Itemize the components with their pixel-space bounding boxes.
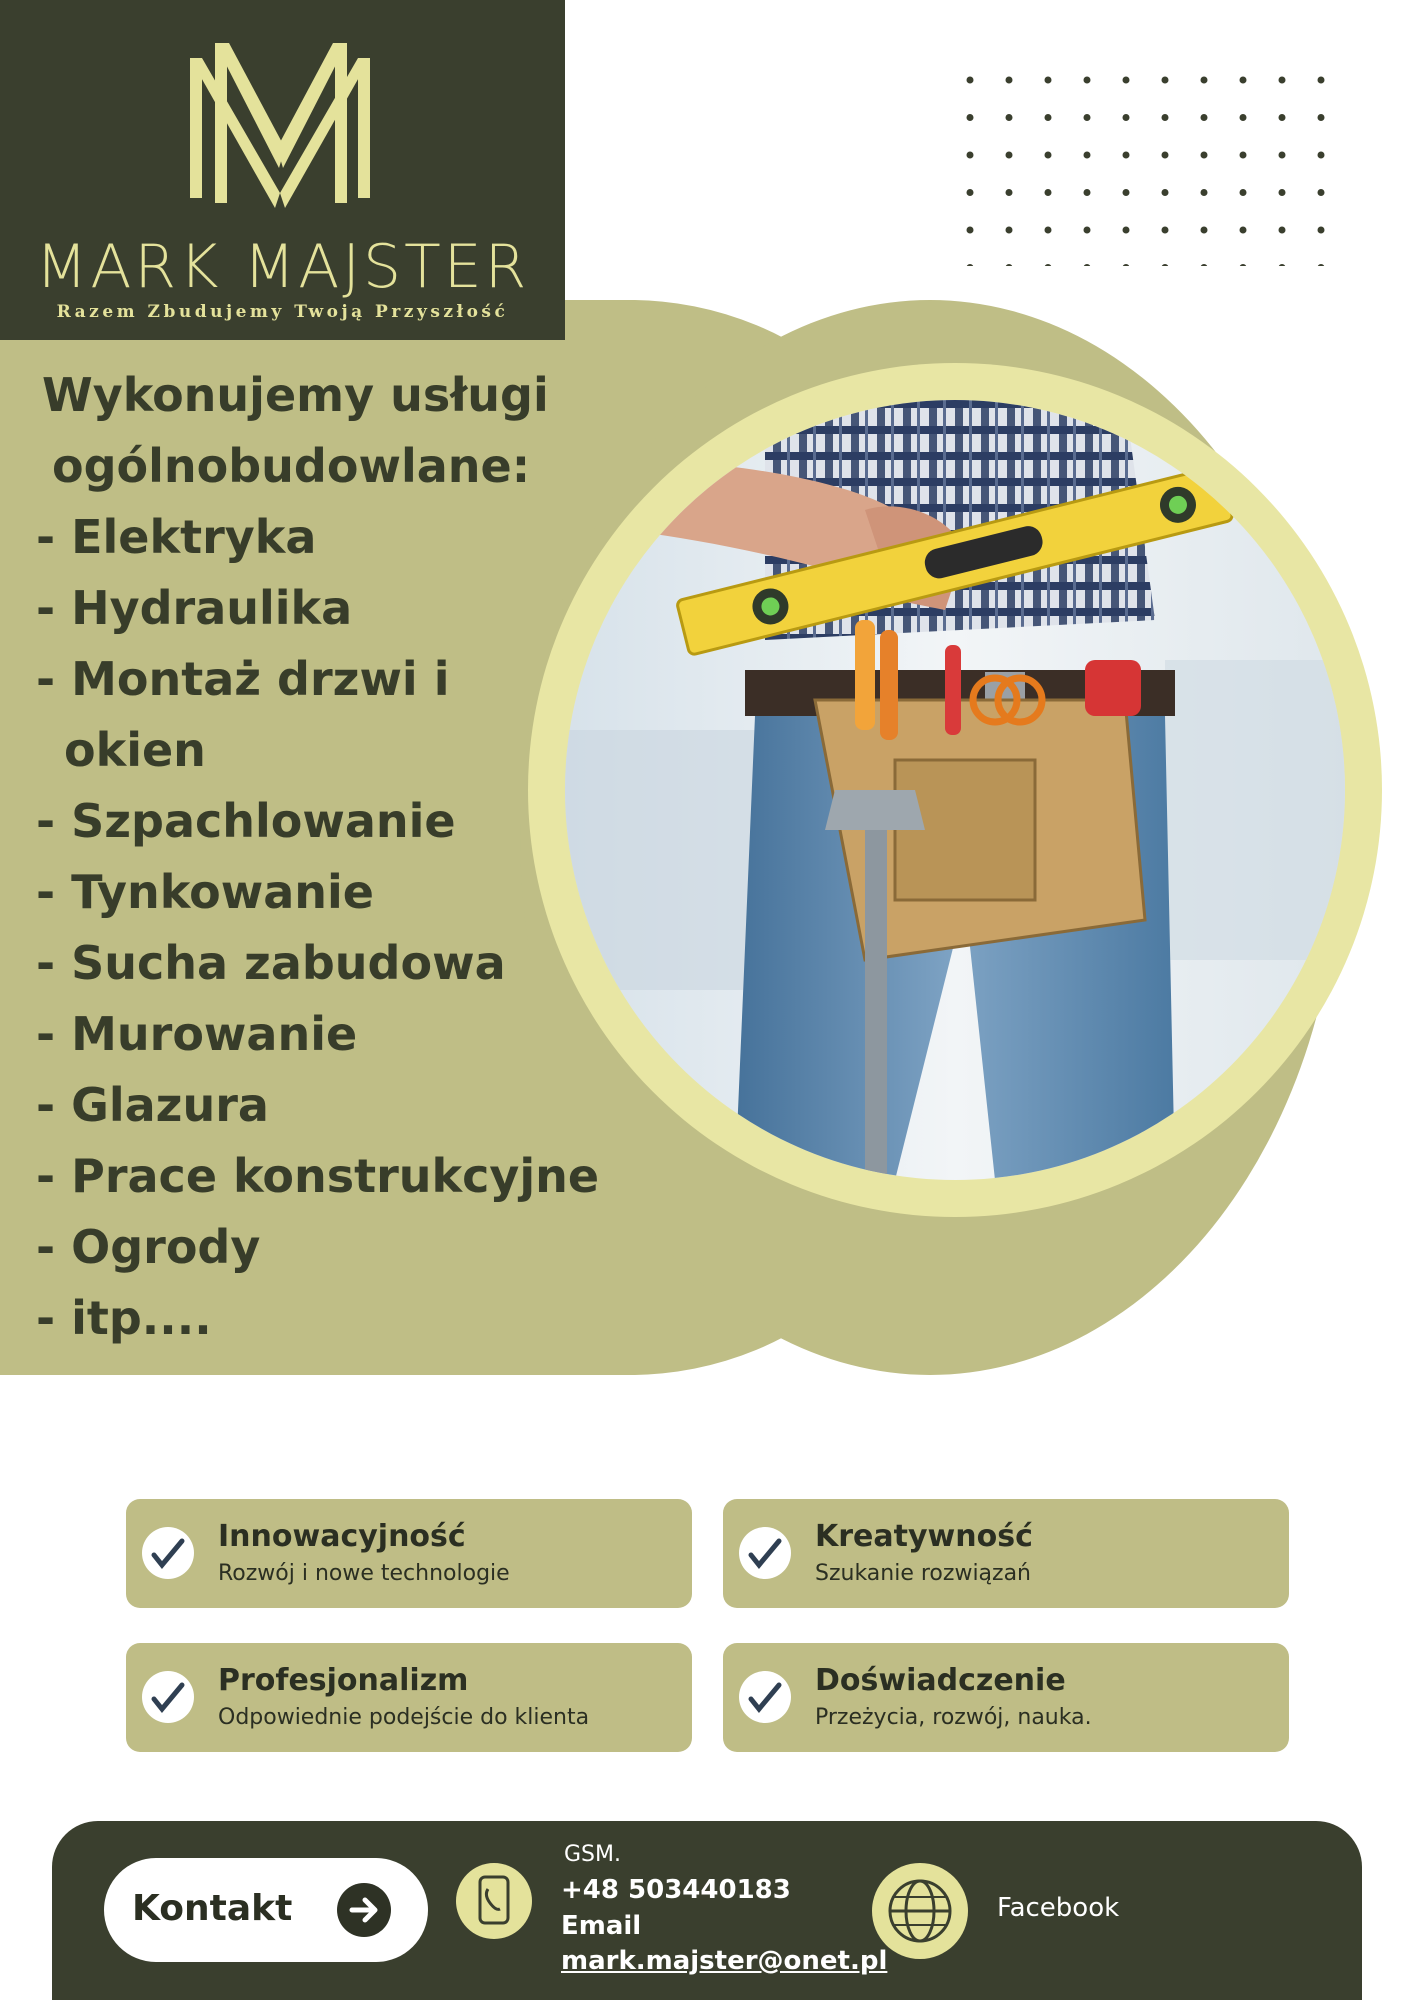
kontakt-button[interactable] xyxy=(104,1858,428,1962)
service-item: - Glazura xyxy=(36,1078,269,1132)
email-label: Email xyxy=(561,1911,642,1941)
email-link[interactable]: mark.majster@onet.pl xyxy=(561,1946,888,1976)
kontakt-label: Kontakt xyxy=(132,1888,293,1929)
brand-tagline: Razem Zbudujemy Twoją Przyszłość xyxy=(56,302,509,322)
value-subtitle: Odpowiednie podejście do klienta xyxy=(218,1705,590,1730)
decorative-dot xyxy=(1240,189,1247,196)
decorative-dot xyxy=(1162,227,1169,234)
value-title: Profesjonalizm xyxy=(218,1663,469,1698)
decorative-dot xyxy=(1123,152,1130,159)
value-card-innovation xyxy=(126,1499,692,1608)
decorative-dot xyxy=(1006,77,1013,84)
decorative-dot xyxy=(1240,227,1247,234)
decorative-dot xyxy=(1162,114,1169,121)
service-item: - Tynkowanie xyxy=(36,865,374,919)
decorative-dot xyxy=(1123,189,1130,196)
logo-block xyxy=(0,0,565,340)
decorative-dot xyxy=(1318,152,1325,159)
decorative-dot xyxy=(1162,264,1169,266)
decorative-dot xyxy=(1201,264,1208,266)
decorative-dot xyxy=(1045,114,1052,121)
decorative-dot xyxy=(1318,77,1325,84)
decorative-dot xyxy=(1201,77,1208,84)
service-item: - Sucha zabudowa xyxy=(36,936,506,990)
decorative-dot xyxy=(1318,189,1325,196)
services-heading-line2: ogólnobudowlane: xyxy=(52,439,531,493)
service-item: - Hydraulika xyxy=(36,581,353,635)
service-item: - Murowanie xyxy=(36,1007,358,1061)
decorative-dot xyxy=(1084,189,1091,196)
checkmark-icon xyxy=(142,1527,194,1579)
decorative-dot xyxy=(1201,227,1208,234)
decorative-dot xyxy=(1279,189,1286,196)
decorative-dot xyxy=(967,152,974,159)
value-subtitle: Szukanie rozwiązań xyxy=(815,1561,1032,1586)
decorative-dot xyxy=(1084,227,1091,234)
decorative-dot xyxy=(1006,152,1013,159)
services-list xyxy=(36,360,616,1354)
value-card-creativity xyxy=(723,1499,1289,1608)
decorative-dot xyxy=(1240,114,1247,121)
value-subtitle: Przeżycia, rozwój, nauka. xyxy=(815,1705,1092,1730)
checkmark-icon xyxy=(739,1527,791,1579)
decorative-dot xyxy=(1279,77,1286,84)
decorative-dot xyxy=(1045,189,1052,196)
decorative-dot xyxy=(1279,264,1286,266)
decorative-dot xyxy=(1279,152,1286,159)
decorative-dot xyxy=(1084,264,1091,266)
service-item: - Elektryka xyxy=(36,510,317,564)
decorative-dot xyxy=(967,227,974,234)
value-title: Innowacyjność xyxy=(218,1519,466,1554)
decorative-dot xyxy=(1279,227,1286,234)
decorative-dot xyxy=(1084,152,1091,159)
decorative-dot xyxy=(1045,264,1052,266)
decorative-dot xyxy=(1240,152,1247,159)
decorative-dot-grid xyxy=(966,76,1326,266)
decorative-dot xyxy=(1240,77,1247,84)
checkmark-icon xyxy=(739,1671,791,1723)
decorative-dot xyxy=(1123,114,1130,121)
decorative-dot xyxy=(1123,264,1130,266)
decorative-dot xyxy=(1162,152,1169,159)
service-item: - Prace konstrukcyjne xyxy=(36,1149,600,1203)
decorative-dot xyxy=(1006,227,1013,234)
decorative-dot xyxy=(1006,189,1013,196)
service-item: - Szpachlowanie xyxy=(36,794,456,848)
arrow-right-icon xyxy=(337,1883,391,1937)
decorative-dot xyxy=(1123,77,1130,84)
services-heading-line1: Wykonujemy usługi xyxy=(42,368,549,422)
checkmark-icon xyxy=(142,1671,194,1723)
decorative-dot xyxy=(1084,114,1091,121)
value-title: Kreatywność xyxy=(815,1519,1033,1554)
decorative-dot xyxy=(1201,114,1208,121)
phone-icon xyxy=(456,1863,532,1939)
contact-footer xyxy=(52,1821,1362,2000)
service-item-continuation: okien xyxy=(64,723,206,777)
decorative-dot xyxy=(967,264,974,266)
decorative-dot xyxy=(1045,77,1052,84)
service-item: - itp.... xyxy=(36,1291,212,1345)
decorative-dot xyxy=(967,114,974,121)
decorative-dot xyxy=(1318,227,1325,234)
decorative-dot xyxy=(1162,77,1169,84)
decorative-dot xyxy=(1318,114,1325,121)
service-item: - Ogrody xyxy=(36,1220,261,1274)
decorative-dot xyxy=(967,189,974,196)
decorative-dot xyxy=(967,77,974,84)
decorative-dot xyxy=(1279,114,1286,121)
service-item: - Montaż drzwi i xyxy=(36,652,450,706)
value-subtitle: Rozwój i nowe technologie xyxy=(218,1561,510,1586)
decorative-dot xyxy=(1162,189,1169,196)
globe-icon xyxy=(872,1863,968,1959)
decorative-dot xyxy=(1006,114,1013,121)
worker-tool-belt-photo xyxy=(565,400,1345,1180)
decorative-dot xyxy=(1240,264,1247,266)
value-card-professionalism xyxy=(126,1643,692,1752)
value-card-experience xyxy=(723,1643,1289,1752)
decorative-dot xyxy=(1084,77,1091,84)
decorative-dot xyxy=(1201,189,1208,196)
decorative-dot xyxy=(1201,152,1208,159)
decorative-dot xyxy=(1318,264,1325,266)
value-title: Doświadczenie xyxy=(815,1663,1066,1698)
gsm-phone-number[interactable]: +48 503440183 xyxy=(561,1875,791,1905)
decorative-dot xyxy=(1045,152,1052,159)
decorative-dot xyxy=(1006,264,1013,266)
decorative-dot xyxy=(1123,227,1130,234)
decorative-dot xyxy=(1045,227,1052,234)
brand-name: MARK MAJSTER xyxy=(35,232,530,302)
logo-monogram-icon xyxy=(185,18,375,213)
facebook-link[interactable]: Facebook xyxy=(997,1893,1120,1923)
gsm-label: GSM. xyxy=(564,1842,621,1867)
